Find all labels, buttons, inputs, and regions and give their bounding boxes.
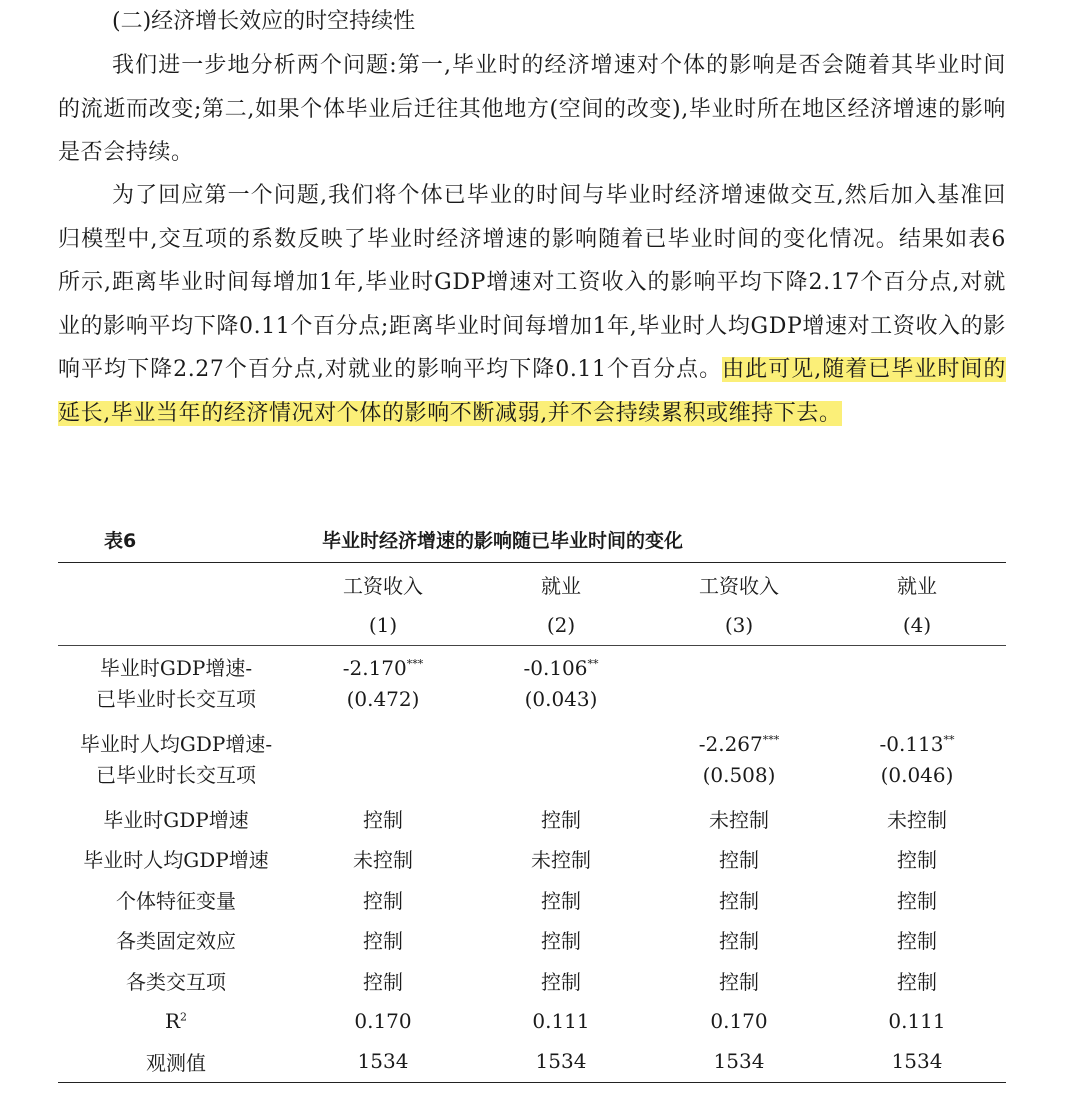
row-label: 个体特征变量: [116, 888, 236, 913]
table-cell: 控制: [719, 848, 759, 873]
table-cell: 1534: [472, 1041, 650, 1082]
row-label: 毕业时GDP增速: [103, 807, 249, 832]
significance-stars: **: [587, 657, 599, 671]
table-cell: 控制: [363, 969, 403, 994]
table-title: 毕业时经济增速的影响随已毕业时间的变化: [322, 530, 684, 552]
paragraph-2-text: 为了回应第一个问题,我们将个体已毕业的时间与毕业时经济增速做交互,然后加入基准回归模型中,交互项的系数反映了毕业时经济增速的影响随着已毕业时间的变化情况。结果如表6所示,距离毕业时间每增加1年,毕业时GDP增速对工资收入的影响平均下降2.17个百分点,对就业的影响平均下降0.11个百分点;距离毕业时间每增加1年,毕业时人均GDP增速对工资收入的影响平均下降2.27个百分点,对就业的影响平均下降0.11个百分点。: [58, 183, 1006, 382]
coefficient: -2.267: [698, 732, 763, 756]
table-row: [58, 839, 1006, 880]
column-number: (3): [650, 605, 828, 646]
column-number: (1): [294, 605, 472, 646]
table-header-numbers: [58, 605, 1006, 646]
table-cell: 控制: [897, 888, 937, 913]
table-caption: [58, 520, 1006, 556]
table-cell: 控制: [363, 888, 403, 913]
column-header: 工资收入: [699, 573, 779, 598]
table-cell: 0.111: [532, 1008, 590, 1033]
table-row: [58, 960, 1006, 1001]
table-cell: [828, 646, 1006, 723]
row-label-line: 已毕业时长交互项: [96, 763, 256, 787]
table-cell: 未控制: [531, 848, 591, 873]
standard-error: (0.046): [880, 763, 954, 787]
row-label: 观测值: [58, 1041, 294, 1082]
table-cell: [650, 646, 828, 723]
table-row-r2: [58, 1001, 1006, 1042]
table-cell: 控制: [541, 969, 581, 994]
table-cell: 0.111: [888, 1008, 946, 1033]
row-label: 各类固定效应: [116, 929, 236, 954]
table-cell: 控制: [363, 807, 403, 832]
table-row: [58, 879, 1006, 920]
table-cell: 0.170: [354, 1008, 412, 1033]
table-row: [58, 798, 1006, 839]
row-label: [58, 722, 294, 798]
standard-error: (0.043): [524, 687, 598, 711]
coefficient: -2.170: [342, 656, 407, 680]
table-cell: [650, 722, 828, 798]
significance-stars: ***: [406, 657, 424, 671]
standard-error: (0.472): [346, 687, 420, 711]
column-header: 工资收入: [343, 573, 423, 598]
table-cell: [828, 722, 1006, 798]
table-cell: 控制: [541, 807, 581, 832]
row-label: 各类交互项: [126, 969, 226, 994]
table-row-observations: [58, 1041, 1006, 1082]
row-label: [58, 646, 294, 723]
column-number: (2): [472, 605, 650, 646]
table-cell: [294, 722, 472, 798]
table-cell: 控制: [541, 888, 581, 913]
table-cell: 未控制: [709, 807, 769, 832]
results-table: [58, 562, 1006, 1083]
table-row: [58, 646, 1006, 723]
table-cell: 控制: [719, 888, 759, 913]
table-cell: 控制: [363, 929, 403, 954]
table-cell: 控制: [719, 969, 759, 994]
highlighted-sentence: 由此可见,随着已毕业时间的延长,毕业当年的经济情况对个体的影响不断减弱,并不会持续累积或维持下去。: [58, 357, 1007, 426]
significance-stars: ***: [762, 733, 780, 747]
table-cell: 0.170: [710, 1008, 768, 1033]
paragraph-1: 我们进一步地分析两个问题:第一,毕业时的经济增速对个体的影响是否会随着其毕业时间的流逝而改变;第二,如果个体毕业后迁往其他地方(空间的改变),毕业时所在地区经济增速的影响是否会持续。: [58, 53, 1006, 165]
table-row: [58, 722, 1006, 798]
row-label: 毕业时人均GDP增速: [83, 848, 269, 873]
standard-error: (0.508): [702, 763, 776, 787]
table-cell: 控制: [719, 929, 759, 954]
table-cell: 1534: [650, 1041, 828, 1082]
table-cell: [472, 722, 650, 798]
r2-superscript: 2: [180, 1010, 188, 1024]
coefficient: -0.113: [879, 732, 944, 756]
table-cell: [294, 646, 472, 723]
table-cell: 未控制: [887, 807, 947, 832]
table-label: 表6: [104, 530, 137, 552]
section-title: (二)经济增长效应的时空持续性: [112, 9, 416, 34]
paragraph-2: [58, 174, 1006, 435]
table-cell: 控制: [541, 929, 581, 954]
significance-stars: **: [943, 733, 955, 747]
table-row: [58, 920, 1006, 961]
row-label-line: 毕业时GDP增速-: [99, 656, 253, 680]
table-cell: 控制: [897, 969, 937, 994]
table-cell: 1534: [294, 1041, 472, 1082]
table-cell: [472, 646, 650, 723]
table-cell: 控制: [897, 929, 937, 954]
table-cell: 控制: [897, 848, 937, 873]
row-label-line: 已毕业时长交互项: [96, 687, 256, 711]
table-cell: 1534: [828, 1041, 1006, 1082]
table-header-names: [58, 563, 1006, 605]
coefficient: -0.106: [523, 656, 588, 680]
r2-label: R: [164, 1008, 181, 1033]
row-label: [58, 1001, 294, 1042]
column-number: (4): [828, 605, 1006, 646]
column-header: 就业: [541, 573, 581, 598]
table-cell: 未控制: [353, 848, 413, 873]
column-header: 就业: [897, 573, 937, 598]
row-label-line: 毕业时人均GDP增速-: [79, 732, 273, 756]
